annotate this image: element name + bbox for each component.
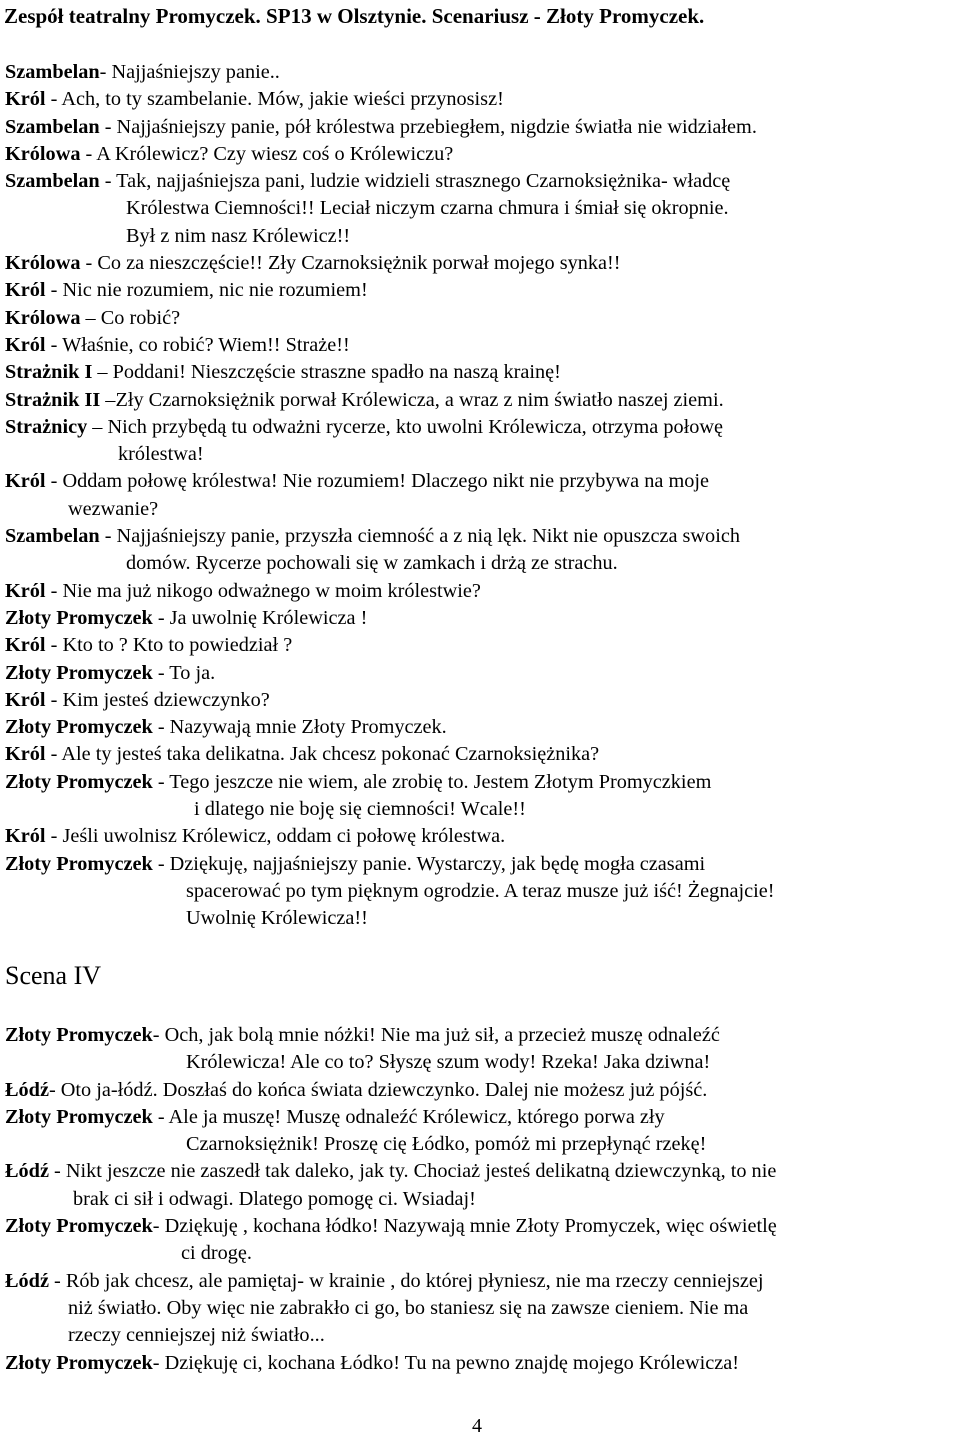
speaker-name: Król [5,688,46,711]
dialogue-continuation: Był z nim nasz Królewicz!! [126,224,351,247]
speaker-name: Złoty Promyczek [5,661,153,684]
dialogue-continuation: Królewicza! Ale co to? Słyszę szum wody! Rzeka! Jaka dziwna! [186,1051,711,1074]
dialogue-text: –Zły Czarnoksiężnik porwał Królewicza, a wraz z nim światło naszej ziemi. [100,388,724,411]
dialogue-line [5,141,955,168]
dialogue-continuation: rzeczy cenniejszej niż światło... [68,1324,325,1347]
dialogue-line [5,414,955,441]
speaker-name: Złoty Promyczek [5,1024,153,1046]
speaker-name: Strażnicy [5,415,88,438]
dialogue-line [5,851,955,878]
speaker-name: Królowa [5,306,81,329]
speaker-name: Złoty Promyczek [5,1215,153,1238]
dialogue-line [5,741,955,768]
dialogue-line [5,1022,955,1049]
dialogue-continuation: królestwa! [118,443,204,466]
dialogue-line [5,632,955,659]
dialogue-text: - Tego jeszcze nie wiem, ale zrobię to. Jestem Złotym Promyczkiem [152,770,712,793]
dialogue-line [5,168,955,195]
dialogue-text: - Nie ma już nikogo odważnego w moim królestwie? [45,579,481,602]
speaker-name: Król [5,333,46,356]
dialogue-continuation: Królestwa Ciemności!! Leciał niczym czarna chmura i śmiał się okropnie. [126,197,729,220]
dialogue-text: - Jeśli uwolnisz Królewicz, oddam ci połowę królestwa. [45,825,506,848]
dialogue-text: - Oto ja-łódź. Doszłaś do końca świata dziewczynko. Dalej nie możesz już pójść. [48,1078,708,1101]
speaker-name: Król [5,88,46,111]
dialogue-line [5,769,955,796]
dialogue-text: - Najjaśniejszy panie, pół królestwa przebiegłem, nigdzie światła nie widziałem. [99,115,757,138]
dialogue-line [5,387,955,414]
dialogue-line [5,468,955,495]
dialogue-line [5,687,955,714]
dialogue-continuation: ci drogę. [181,1242,252,1265]
speaker-name: Szambelan [5,525,100,548]
script-part-1 [5,59,955,933]
speaker-name: Szambelan [5,61,100,83]
dialogue-text: - Dziękuję ci, kochana Łódko! Tu na pewno znajdę mojego Królewicza! [152,1351,740,1374]
dialogue-text: - Ja uwolnię Królewicza ! [152,606,368,629]
dialogue-line [5,1350,955,1377]
dialogue-line [5,86,955,113]
dialogue-text: - Tak, najjaśniejsza pani, ludzie widzieli strasznego Czarnoksiężnika- władcę [99,170,731,193]
speaker-name: Szambelan [5,170,100,193]
dialogue-text: - Oddam połowę królestwa! Nie rozumiem! Dlaczego nikt nie przybywa na moje [45,470,709,493]
speaker-name: Królowa [5,252,81,275]
dialogue-line [5,605,955,632]
dialogue-line [5,660,955,687]
script-part-2 [5,1022,955,1377]
speaker-name: Król [5,743,46,766]
dialogue-text: - Nic nie rozumiem, nic nie rozumiem! [45,279,368,302]
dialogue-text: - Nazywają mnie Złoty Promyczek. [152,716,447,739]
speaker-name: Złoty Promyczek [5,716,153,739]
dialogue-line [5,523,955,550]
speaker-name: Król [5,634,46,657]
speaker-name: Łódź [5,1160,49,1183]
dialogue-line [5,359,955,386]
speaker-name: Łódź [5,1078,49,1101]
dialogue-text: - Co za nieszczęście!! Zły Czarnoksiężnik porwał mojego synka!! [80,252,621,275]
dialogue-text: - Właśnie, co robić? Wiem!! Straże!! [45,333,350,356]
speaker-name: Strażnik I [5,361,93,384]
speaker-name: Szambelan [5,115,100,138]
dialogue-line [5,59,955,86]
dialogue-continuation: Czarnoksiężnik! Proszę cię Łódko, pomóż mi przepłynąć rzekę! [186,1133,707,1156]
speaker-name: Złoty Promyczek [5,852,153,875]
dialogue-text: - Najjaśniejszy panie, przyszła ciemność a z nią lęk. Nikt nie opuszcza swoich [99,525,740,548]
dialogue-text: – Co robić? [80,306,181,329]
dialogue-line [5,1213,955,1240]
dialogue-continuation: wezwanie? [68,497,159,520]
dialogue-text: - Dziękuję , kochana łódko! Nazywają mnie Złoty Promyczek, więc oświetlę [152,1215,777,1238]
speaker-name: Złoty Promyczek [5,770,153,793]
speaker-name: Złoty Promyczek [5,606,153,629]
dialogue-text: - Nikt jeszcze nie zaszedł tak daleko, jak ty. Chociaż jesteś delikatną dziewczynką, to nie [48,1160,777,1183]
dialogue-text: - To ja. [152,661,216,684]
dialogue-continuation: spacerować po tym pięknym ogrodzie. A teraz musze już iść! Żegnajcie! [186,879,775,902]
speaker-name: Królowa [5,142,81,165]
dialogue-text: - Kim jesteś dziewczynko? [45,688,270,711]
dialogue-line [5,714,955,741]
dialogue-text: - Ale ja muszę! Muszę odnaleźć Królewicz, którego porwa zły [152,1105,665,1128]
dialogue-text: – Poddani! Nieszczęście straszne spadło na naszą krainę! [92,361,561,384]
dialogue-line [5,305,955,332]
speaker-name: Złoty Promyczek [5,1105,153,1128]
speaker-name: Król [5,579,46,602]
dialogue-line [5,823,955,850]
dialogue-continuation: domów. Rycerze pochowali się w zamkach i drżą ze strachu. [126,552,618,575]
dialogue-line [5,578,955,605]
dialogue-text: - Najjaśniejszy panie.. [99,61,280,83]
document-header: Zespół teatralny Promyczek. SP13 w Olsztynie. Scenariusz - Złoty Promyczek. [4,4,705,28]
dialogue-text: - Och, jak bolą mnie nóżki! Nie ma już sił, a przecież muszę odnaleźć [152,1024,720,1046]
dialogue-continuation: brak ci sił i odwagi. Dlatego pomogę ci. Wsiadaj! [73,1187,476,1210]
speaker-name: Łódź [5,1269,49,1292]
dialogue-text: - Ale ty jesteś taka delikatna. Jak chcesz pokonać Czarnoksiężnika? [45,743,600,766]
speaker-name: Król [5,470,46,493]
speaker-name: Król [5,825,46,848]
speaker-name: Strażnik II [5,388,101,411]
dialogue-line [5,114,955,141]
dialogue-text: – Nich przybędą tu odważni rycerze, kto uwolni Królewicza, otrzyma połowę [87,415,724,438]
dialogue-continuation: niż światło. Oby więc nie zabrakło ci go, bo staniesz się na zawsze cieniem. Nie ma [68,1296,749,1319]
speaker-name: Król [5,279,46,302]
dialogue-line [5,277,955,304]
dialogue-text: - Rób jak chcesz, ale pamiętaj- w krainie , do której płyniesz, nie ma rzeczy cenniejszej [48,1269,764,1292]
dialogue-text: - A Królewicz? Czy wiesz coś o Królewiczu? [80,142,454,165]
dialogue-line [5,1077,955,1104]
speaker-name: Złoty Promyczek [5,1351,153,1374]
dialogue-text: - Dziękuję, najjaśniejszy panie. Wystarczy, jak będę mogła czasami [152,852,706,875]
dialogue-line [5,1104,955,1131]
scene-heading: Scena IV [5,961,102,990]
dialogue-line [5,332,955,359]
dialogue-continuation: i dlatego nie boję się ciemności! Wcale!! [194,798,526,821]
dialogue-text: - Ach, to ty szambelanie. Mów, jakie wieści przynosisz! [45,88,504,111]
page-number: 4 [472,1415,482,1437]
dialogue-line [5,1268,955,1295]
dialogue-line [5,250,955,277]
dialogue-continuation: Uwolnię Królewicza!! [186,907,368,930]
dialogue-text: - Kto to ? Kto to powiedział ? [45,634,293,657]
dialogue-line [5,1158,955,1185]
